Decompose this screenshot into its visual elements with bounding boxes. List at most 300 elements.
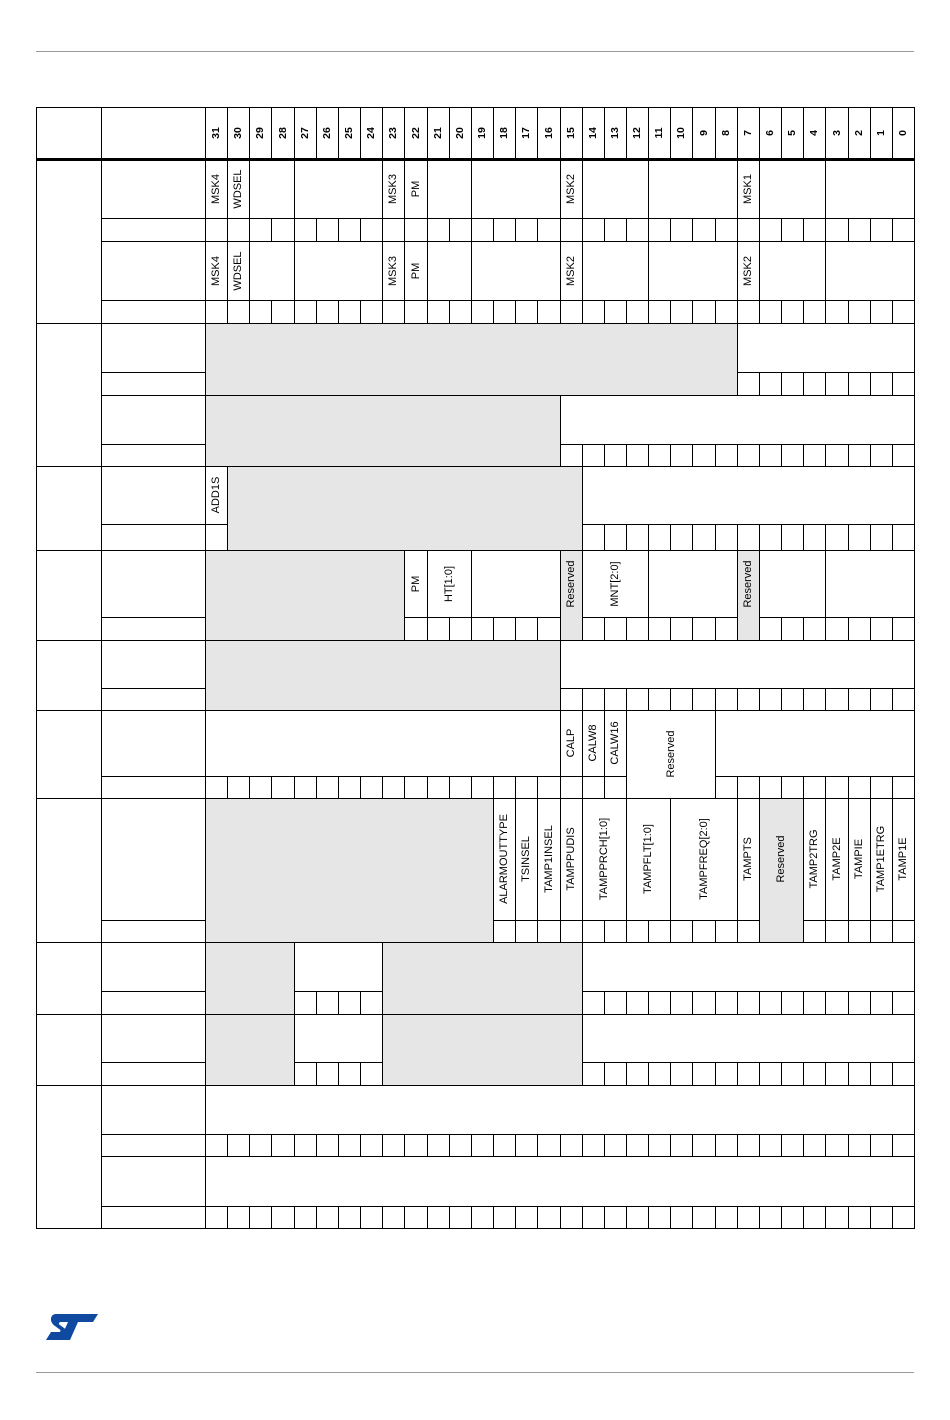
- bit-number: 29: [254, 127, 266, 139]
- bit-field: [648, 159, 738, 219]
- reserved-field: [205, 395, 561, 467]
- bit-field: [294, 942, 383, 992]
- bit-number: 28: [276, 127, 289, 139]
- reset-value-cell: [582, 991, 605, 1015]
- reset-value-cell: [648, 300, 671, 324]
- field-label: HT[1:0]: [443, 565, 455, 602]
- reset-label-cell: [101, 1134, 206, 1157]
- reset-value-cell: [338, 1134, 361, 1157]
- reset-value-cell: [537, 1206, 561, 1229]
- reset-value-cell: [427, 1206, 450, 1229]
- reset-value-cell: [803, 1062, 826, 1086]
- reset-value-cell: [582, 776, 605, 799]
- reset-value-cell: [715, 688, 738, 711]
- reset-value-cell: [848, 218, 871, 242]
- reset-value-cell: [892, 617, 915, 641]
- reset-value-cell: [648, 1062, 671, 1086]
- reset-value-cell: [825, 218, 849, 242]
- reset-value-cell: [692, 444, 716, 467]
- reset-value-cell: [670, 218, 693, 242]
- bit-field: [560, 640, 915, 689]
- reset-value-cell: [892, 1062, 915, 1086]
- reset-value-cell: [360, 991, 383, 1015]
- bit-field: [471, 550, 561, 618]
- reset-value-cell: [737, 372, 760, 396]
- reset-value-cell: [670, 524, 693, 551]
- bit-number: 3: [830, 130, 843, 136]
- reset-value-cell: [737, 524, 760, 551]
- reset-value-cell: [715, 920, 738, 943]
- field-label: MSK4: [210, 255, 222, 286]
- reset-value-cell: [737, 776, 760, 799]
- reset-value-cell: [294, 300, 317, 324]
- bit-field: [715, 710, 915, 777]
- reset-value-cell: [892, 1134, 915, 1157]
- reset-value-cell: [781, 617, 804, 641]
- reset-value-cell: [537, 300, 561, 324]
- header-offset-cell: [36, 107, 102, 160]
- reset-value-cell: [759, 1206, 782, 1229]
- bit-number: 9: [697, 130, 710, 136]
- reset-value-cell: [670, 688, 693, 711]
- reset-value-cell: [692, 617, 716, 641]
- field-label: MSK2: [742, 255, 754, 286]
- reset-value-cell: [493, 776, 516, 799]
- reset-value-cell: [892, 372, 915, 396]
- register-name-cell: [101, 159, 206, 219]
- reset-value-cell: [227, 1134, 250, 1157]
- bit-number: 27: [299, 127, 311, 139]
- reset-value-cell: [338, 776, 361, 799]
- reset-value-cell: [582, 1062, 605, 1086]
- reset-value-cell: [360, 1134, 383, 1157]
- reset-value-cell: [737, 444, 760, 467]
- reset-value-cell: [715, 776, 738, 799]
- reset-value-cell: [692, 1134, 716, 1157]
- register-name-cell: [101, 550, 206, 618]
- reset-value-cell: [604, 300, 627, 324]
- reset-value-cell: [715, 524, 738, 551]
- reset-value-cell: [582, 300, 605, 324]
- reset-value-cell: [427, 300, 450, 324]
- reset-value-cell: [892, 920, 915, 943]
- reset-value-cell: [848, 776, 871, 799]
- reset-value-cell: [493, 1206, 516, 1229]
- reset-value-cell: [803, 1134, 826, 1157]
- header-register-cell: [101, 107, 206, 160]
- reset-value-cell: [271, 218, 295, 242]
- reset-value-cell: [626, 524, 649, 551]
- reset-value-cell: [848, 372, 871, 396]
- reset-value-cell: [715, 300, 738, 324]
- bit-number: 0: [897, 130, 909, 136]
- reset-value-cell: [670, 444, 693, 467]
- bit-field: [427, 159, 472, 219]
- reset-value-cell: [759, 372, 782, 396]
- reset-value-cell: [803, 1206, 826, 1229]
- reset-value-cell: [803, 300, 826, 324]
- bit-number: 16: [542, 127, 555, 139]
- bit-number: 25: [343, 127, 355, 139]
- reset-value-cell: [582, 218, 605, 242]
- reset-value-cell: [471, 617, 494, 641]
- bit-field: [582, 159, 649, 219]
- reset-value-cell: [294, 1062, 317, 1086]
- reserved-field: [205, 550, 405, 641]
- bit-number: 6: [764, 130, 776, 136]
- reset-value-cell: [870, 1206, 893, 1229]
- reset-value-cell: [781, 688, 804, 711]
- reset-value-cell: [892, 776, 915, 799]
- reset-value-cell: [692, 920, 716, 943]
- reset-value-cell: [825, 688, 849, 711]
- reset-value-cell: [670, 920, 693, 943]
- reset-value-cell: [338, 1062, 361, 1086]
- field-label: TAMP2TRG: [808, 829, 820, 889]
- reset-value-cell: [803, 776, 826, 799]
- reset-value-cell: [604, 1134, 627, 1157]
- field-label: TAMPTS: [742, 837, 754, 881]
- field-label: WDSEL: [232, 250, 244, 291]
- reset-value-cell: [427, 218, 450, 242]
- bit-field: [825, 241, 915, 301]
- register-name-cell: [101, 323, 206, 373]
- reset-value-cell: [648, 991, 671, 1015]
- bit-field: [825, 159, 915, 219]
- reset-value-cell: [670, 1206, 693, 1229]
- reset-value-cell: [604, 218, 627, 242]
- reset-value-cell: [604, 688, 627, 711]
- reset-value-cell: [294, 1134, 317, 1157]
- reset-value-cell: [515, 1206, 538, 1229]
- reset-value-cell: [360, 1206, 383, 1229]
- reset-value-cell: [737, 1134, 760, 1157]
- reset-value-cell: [294, 218, 317, 242]
- reset-value-cell: [404, 218, 428, 242]
- bit-field: [249, 241, 295, 301]
- reset-value-cell: [560, 1134, 583, 1157]
- reset-value-cell: [715, 1062, 738, 1086]
- reset-value-cell: [848, 1134, 871, 1157]
- reset-value-cell: [670, 1134, 693, 1157]
- reset-value-cell: [338, 1206, 361, 1229]
- reset-value-cell: [560, 920, 583, 943]
- reset-value-cell: [781, 1134, 804, 1157]
- reserved-field: [205, 942, 295, 1015]
- field-label: CALW8: [587, 724, 599, 762]
- offset-cell: [36, 710, 102, 799]
- register-name-cell: [101, 466, 206, 525]
- reset-value-cell: [759, 218, 782, 242]
- field-label: PM: [409, 575, 422, 592]
- reset-value-cell: [560, 444, 583, 467]
- reset-value-cell: [626, 1134, 649, 1157]
- reset-value-cell: [692, 524, 716, 551]
- bit-number: 10: [675, 127, 687, 139]
- reset-value-cell: [870, 1134, 893, 1157]
- reset-value-cell: [648, 617, 671, 641]
- reset-value-cell: [715, 1206, 738, 1229]
- bit-number: 31: [210, 127, 222, 139]
- reset-value-cell: [892, 524, 915, 551]
- register-name-cell: [101, 710, 206, 777]
- reset-value-cell: [404, 300, 428, 324]
- reset-value-cell: [692, 688, 716, 711]
- bit-field: [582, 466, 915, 525]
- field-label: TAMP1INSEL: [542, 825, 555, 893]
- reset-value-cell: [582, 1134, 605, 1157]
- reset-value-cell: [692, 218, 716, 242]
- reset-value-cell: [759, 617, 782, 641]
- bit-number: 13: [609, 127, 621, 139]
- field-label: PM: [409, 180, 422, 197]
- reset-value-cell: [249, 1206, 272, 1229]
- reset-value-cell: [781, 524, 804, 551]
- bit-number: 24: [365, 127, 377, 139]
- reset-label-cell: [101, 218, 206, 242]
- reset-value-cell: [803, 991, 826, 1015]
- reset-value-cell: [825, 444, 849, 467]
- reset-value-cell: [582, 920, 605, 943]
- reset-value-cell: [604, 524, 627, 551]
- reset-value-cell: [205, 776, 228, 799]
- reset-value-cell: [781, 218, 804, 242]
- reset-value-cell: [737, 688, 760, 711]
- reset-value-cell: [316, 991, 339, 1015]
- register-name-cell: [101, 1156, 206, 1207]
- reset-value-cell: [471, 1206, 494, 1229]
- reset-value-cell: [648, 444, 671, 467]
- field-label: MSK2: [565, 173, 577, 204]
- bit-field: [582, 942, 915, 992]
- reset-value-cell: [848, 617, 871, 641]
- offset-cell: [36, 1014, 102, 1086]
- reset-value-cell: [848, 524, 871, 551]
- reset-value-cell: [582, 1206, 605, 1229]
- field-label: TAMPIE: [853, 838, 865, 880]
- bit-field: [205, 1085, 915, 1135]
- reset-value-cell: [825, 920, 849, 943]
- reset-value-cell: [249, 300, 272, 324]
- reset-value-cell: [471, 776, 494, 799]
- bit-field: [759, 159, 826, 219]
- reset-value-cell: [537, 1134, 561, 1157]
- reset-value-cell: [870, 524, 893, 551]
- reset-value-cell: [892, 688, 915, 711]
- offset-cell: [36, 640, 102, 711]
- reset-value-cell: [825, 1206, 849, 1229]
- bit-field: [294, 241, 383, 301]
- offset-cell: [36, 798, 102, 943]
- reset-value-cell: [626, 688, 649, 711]
- reset-value-cell: [626, 300, 649, 324]
- reset-value-cell: [449, 218, 472, 242]
- bit-field: [294, 1014, 383, 1063]
- reset-value-cell: [848, 688, 871, 711]
- reset-value-cell: [560, 1206, 583, 1229]
- reset-value-cell: [781, 1206, 804, 1229]
- bit-field: [759, 241, 826, 301]
- reset-value-cell: [870, 617, 893, 641]
- reset-value-cell: [715, 444, 738, 467]
- reset-value-cell: [670, 1062, 693, 1086]
- field-label: Reserved: [742, 559, 754, 608]
- field-label: Reserved: [565, 559, 577, 608]
- field-label: TAMPPRCH[1:0]: [598, 817, 610, 901]
- reserved-field: [205, 323, 738, 396]
- reset-value-cell: [515, 617, 538, 641]
- reserved-field: [205, 1014, 295, 1086]
- reset-label-cell: [101, 300, 206, 324]
- reset-value-cell: [382, 218, 405, 242]
- reserved-field: [205, 798, 494, 943]
- reset-value-cell: [338, 991, 361, 1015]
- reset-value-cell: [781, 300, 804, 324]
- reset-value-cell: [582, 617, 605, 641]
- bit-number: 7: [742, 130, 754, 136]
- reset-value-cell: [205, 1206, 228, 1229]
- reset-value-cell: [537, 776, 561, 799]
- reset-value-cell: [892, 1206, 915, 1229]
- reset-value-cell: [515, 300, 538, 324]
- field-label: PM: [409, 262, 422, 279]
- reset-value-cell: [825, 1062, 849, 1086]
- field-label: TAMPFLT[1:0]: [642, 824, 654, 894]
- field-label: CALP: [565, 728, 577, 758]
- reset-value-cell: [249, 1134, 272, 1157]
- reset-value-cell: [715, 617, 738, 641]
- reset-value-cell: [316, 1206, 339, 1229]
- reset-value-cell: [737, 1206, 760, 1229]
- reset-value-cell: [870, 372, 893, 396]
- reset-value-cell: [449, 1206, 472, 1229]
- reset-value-cell: [471, 1134, 494, 1157]
- reset-value-cell: [560, 688, 583, 711]
- reset-value-cell: [582, 524, 605, 551]
- reset-value-cell: [560, 300, 583, 324]
- reset-value-cell: [227, 1206, 250, 1229]
- reset-value-cell: [626, 1206, 649, 1229]
- reset-value-cell: [493, 1134, 516, 1157]
- reset-value-cell: [604, 444, 627, 467]
- reset-value-cell: [515, 218, 538, 242]
- reset-value-cell: [825, 300, 849, 324]
- reset-value-cell: [825, 372, 849, 396]
- reset-value-cell: [382, 776, 405, 799]
- reset-value-cell: [870, 991, 893, 1015]
- reset-label-cell: [101, 372, 206, 396]
- reset-value-cell: [803, 218, 826, 242]
- reset-value-cell: [449, 300, 472, 324]
- reset-value-cell: [848, 300, 871, 324]
- field-label: TAMP1E: [897, 837, 909, 881]
- offset-cell: [36, 466, 102, 551]
- reset-value-cell: [781, 991, 804, 1015]
- register-name-cell: [101, 942, 206, 992]
- reset-value-cell: [449, 776, 472, 799]
- reset-label-cell: [101, 617, 206, 641]
- bit-field: [582, 1014, 915, 1063]
- reset-value-cell: [870, 218, 893, 242]
- reset-value-cell: [825, 617, 849, 641]
- reset-value-cell: [759, 524, 782, 551]
- reset-value-cell: [227, 300, 250, 324]
- reset-value-cell: [316, 776, 339, 799]
- reset-value-cell: [604, 776, 627, 799]
- reset-value-cell: [848, 444, 871, 467]
- reset-value-cell: [604, 617, 627, 641]
- reset-value-cell: [427, 776, 450, 799]
- bit-field: [648, 550, 738, 618]
- reset-value-cell: [604, 920, 627, 943]
- reset-value-cell: [316, 300, 339, 324]
- reset-label-cell: [101, 524, 206, 551]
- reset-value-cell: [404, 617, 428, 641]
- reset-value-cell: [648, 218, 671, 242]
- reset-value-cell: [604, 1206, 627, 1229]
- reset-value-cell: [271, 1134, 295, 1157]
- bit-field: [759, 550, 826, 618]
- reset-label-cell: [101, 920, 206, 943]
- offset-cell: [36, 942, 102, 1015]
- bit-number: 4: [808, 130, 820, 136]
- reset-value-cell: [227, 776, 250, 799]
- reset-value-cell: [404, 776, 428, 799]
- reset-value-cell: [848, 1062, 871, 1086]
- bit-number: 11: [653, 127, 665, 139]
- bit-number: 19: [476, 127, 488, 139]
- reset-value-cell: [715, 1134, 738, 1157]
- field-label: MSK4: [210, 173, 222, 204]
- reset-value-cell: [360, 1062, 383, 1086]
- reset-value-cell: [316, 1134, 339, 1157]
- reset-value-cell: [759, 688, 782, 711]
- reset-value-cell: [582, 688, 605, 711]
- reset-value-cell: [604, 1062, 627, 1086]
- reset-value-cell: [825, 1134, 849, 1157]
- reset-value-cell: [870, 688, 893, 711]
- reset-value-cell: [737, 218, 760, 242]
- reset-value-cell: [316, 218, 339, 242]
- reset-value-cell: [781, 372, 804, 396]
- bit-number: 15: [565, 127, 577, 139]
- reset-value-cell: [803, 688, 826, 711]
- field-label: TAMP2E: [830, 837, 843, 881]
- reset-value-cell: [759, 300, 782, 324]
- reset-value-cell: [515, 920, 538, 943]
- reset-value-cell: [471, 300, 494, 324]
- reset-value-cell: [892, 300, 915, 324]
- field-label: TAMPFREQ[2:0]: [697, 818, 710, 900]
- reset-value-cell: [870, 920, 893, 943]
- reset-value-cell: [803, 617, 826, 641]
- reset-value-cell: [382, 1206, 405, 1229]
- offset-cell: [36, 1085, 102, 1229]
- reset-value-cell: [759, 776, 782, 799]
- register-name-cell: [101, 798, 206, 921]
- bit-field: [205, 710, 561, 777]
- reset-value-cell: [848, 920, 871, 943]
- reset-value-cell: [803, 372, 826, 396]
- reset-value-cell: [294, 991, 317, 1015]
- field-label: MSK1: [742, 173, 754, 204]
- bit-number: 26: [321, 127, 333, 139]
- reset-value-cell: [648, 524, 671, 551]
- bit-number: 14: [587, 127, 599, 139]
- reset-value-cell: [537, 920, 561, 943]
- reset-value-cell: [781, 444, 804, 467]
- reset-value-cell: [449, 617, 472, 641]
